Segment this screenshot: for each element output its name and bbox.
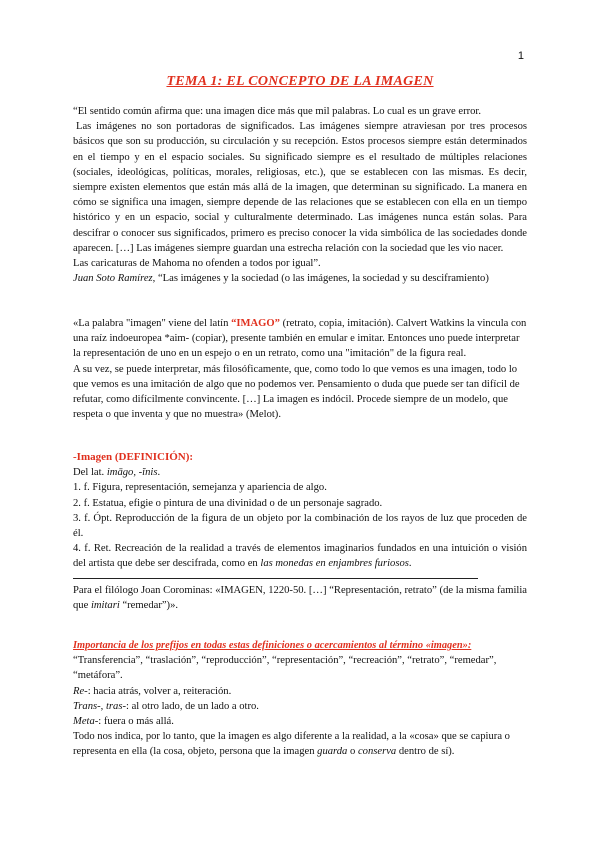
prefix-trans: [73, 699, 527, 714]
definition-3: 3. f. Ópt. Reproducción de la figura de un objeto por la combinación de los rayos de luz que proceden de él.: [73, 512, 527, 540]
prefixes-words: “Transferencia”, “traslación”, “reproducción”, “representación”, “recreación”, “retrato”, “remedar”, “metáfora”.: [73, 655, 497, 682]
prefix-trans-term: Trans-, tras-: [73, 700, 126, 712]
origin-suffix: .: [157, 467, 161, 479]
coromines-latin: imitari: [90, 600, 120, 612]
etymology-text-b: (retrato, copia, imitación). Calvert Watkins la vincula con una raíz indoeuropea *aim- (copiar), presente también en emular e imitar. Entonces uno puede interpretar la representación de uno en un espejo o en un retrato, como una "imitación" de la figura real.: [73, 318, 527, 360]
definition-4: [73, 541, 527, 571]
closing-guarda: guarda: [317, 746, 348, 758]
quote-attribution: [73, 271, 527, 286]
closing-paragraph: [73, 729, 527, 759]
definition-origin: [73, 465, 527, 480]
quote-author: Juan Soto Ramírez,: [73, 273, 156, 285]
definition-4-example: las monedas en enjambres furiosos: [260, 558, 409, 570]
closing-text-b: dentro de sí).: [396, 746, 455, 758]
definition-1: 1. f. Figura, representación, semejanza y apariencia de algo.: [73, 482, 327, 494]
page-title: TEMA 1: EL CONCEPTO DE LA IMAGEN: [166, 74, 434, 89]
coromines-section: [73, 583, 527, 613]
definition-4-end: .: [408, 558, 412, 570]
etymology-section: [73, 316, 527, 422]
definition-heading: -Imagen (DEFINICIÓN):: [73, 451, 194, 463]
etymology-paragraph-2: A su vez, se puede interpretar, más filosóficamente, que, como todo lo que vemos es una imagen, todo lo que vemos es una imitación de algo que no podemos ver. Pensamiento o duda que puede ser tan difícil de refutar, como difícilmente convincente. […] La imagen es indócil. Procede siempre de un modelo, que respeta o que inventa y que no muestra» (Melot).: [73, 363, 520, 421]
prefix-re: [73, 684, 527, 699]
coromines-paragraph: [73, 583, 527, 613]
definition-section: [73, 450, 527, 572]
prefix-meta-meaning: : fuera o más allá.: [98, 716, 174, 728]
definition-4-text: 4. f. Ret. Recreación de la realidad a través de elementos imaginarios fundados en una intuición o visión del artista que debe ser descifrada, como en: [73, 543, 527, 570]
section-divider: [73, 578, 478, 579]
prefix-re-term: Re-: [73, 685, 88, 697]
closing-conserva: conserva: [357, 746, 397, 758]
etymology-paragraph-1: [73, 316, 527, 362]
coromines-text-b: “remedar”)».: [119, 600, 179, 612]
quote-source: “Las imágenes y la sociedad (o las imágenes, la sociedad y su desciframiento): [155, 273, 489, 285]
origin-latin: imāgo, -ĭnis: [106, 467, 158, 479]
closing-text-m: o: [347, 746, 358, 758]
quote-paragraph: Las imágenes no son portadoras de significados. Las imágenes siempre atraviesan por tres procesos básicos que son su producción, su circulación y su recepción. Estos procesos siempre están determinados en el tiempo y en el espacio sociales. Su significado siempre es el resultado de múltiples relaciones (sociales, ideológicas, políticas, morales, religiosas, etc.), que se establecen con las mismas. Es decir, siempre existen elementos que están más allá de la imagen, que determinan su significado. La manera en cómo se significa una imagen, siempre depende de las relaciones que se establecen con ella en un tiempo histórico y en un espacio, social y culturalmente determinado. Las imágenes nunca están solas. Para descifrar o conocer sus significados, primero es preciso conocer la vida simbólica de las sociedades donde aparecen. […] Las imágenes siempre guardan una estrecha relación con la sociedad que les vio nacer.: [73, 121, 527, 254]
definition-2: 2. f. Estatua, efigie o pintura de una divinidad o de un personaje sagrado.: [73, 497, 383, 509]
prefix-meta-term: Meta-: [73, 716, 99, 728]
prefixes-heading: Importancia de los prefijos en todas estas definiciones o acercamientos al término «imagen»:: [73, 640, 472, 651]
etymology-text-a: «La palabra "imagen" viene del latín: [73, 318, 232, 329]
quote-last-line: Las caricaturas de Mahoma no ofenden a todos por igual”.: [73, 258, 321, 270]
closing-text-a: Todo nos indica, por lo tanto, que la imagen es algo diferente a la realidad, a la «cosa» que se capiura o representa en ella (la cosa, objeto, persona que la imagen: [73, 731, 510, 758]
prefix-trans-meaning: : al otro lado, de un lado a otro.: [125, 700, 259, 712]
opening-quote: [73, 104, 527, 286]
prefix-meta: [73, 714, 527, 729]
page-number: 1: [517, 50, 524, 62]
quote-first-line: “El sentido común afirma que: una imagen dice más que mil palabras. Lo cual es un grave error.: [73, 106, 482, 117]
imago-term: “IMAGO”: [231, 318, 280, 329]
prefixes-section: [73, 638, 527, 760]
prefix-re-meaning: : hacia atrás, volver a, reiteración.: [87, 685, 232, 697]
origin-prefix: Del lat.: [73, 467, 107, 479]
coromines-text-a: Para el filólogo Joan Corominas: «IMAGEN, 1220-50. […] “Representación, retrato” (de la misma familia que: [73, 585, 527, 612]
